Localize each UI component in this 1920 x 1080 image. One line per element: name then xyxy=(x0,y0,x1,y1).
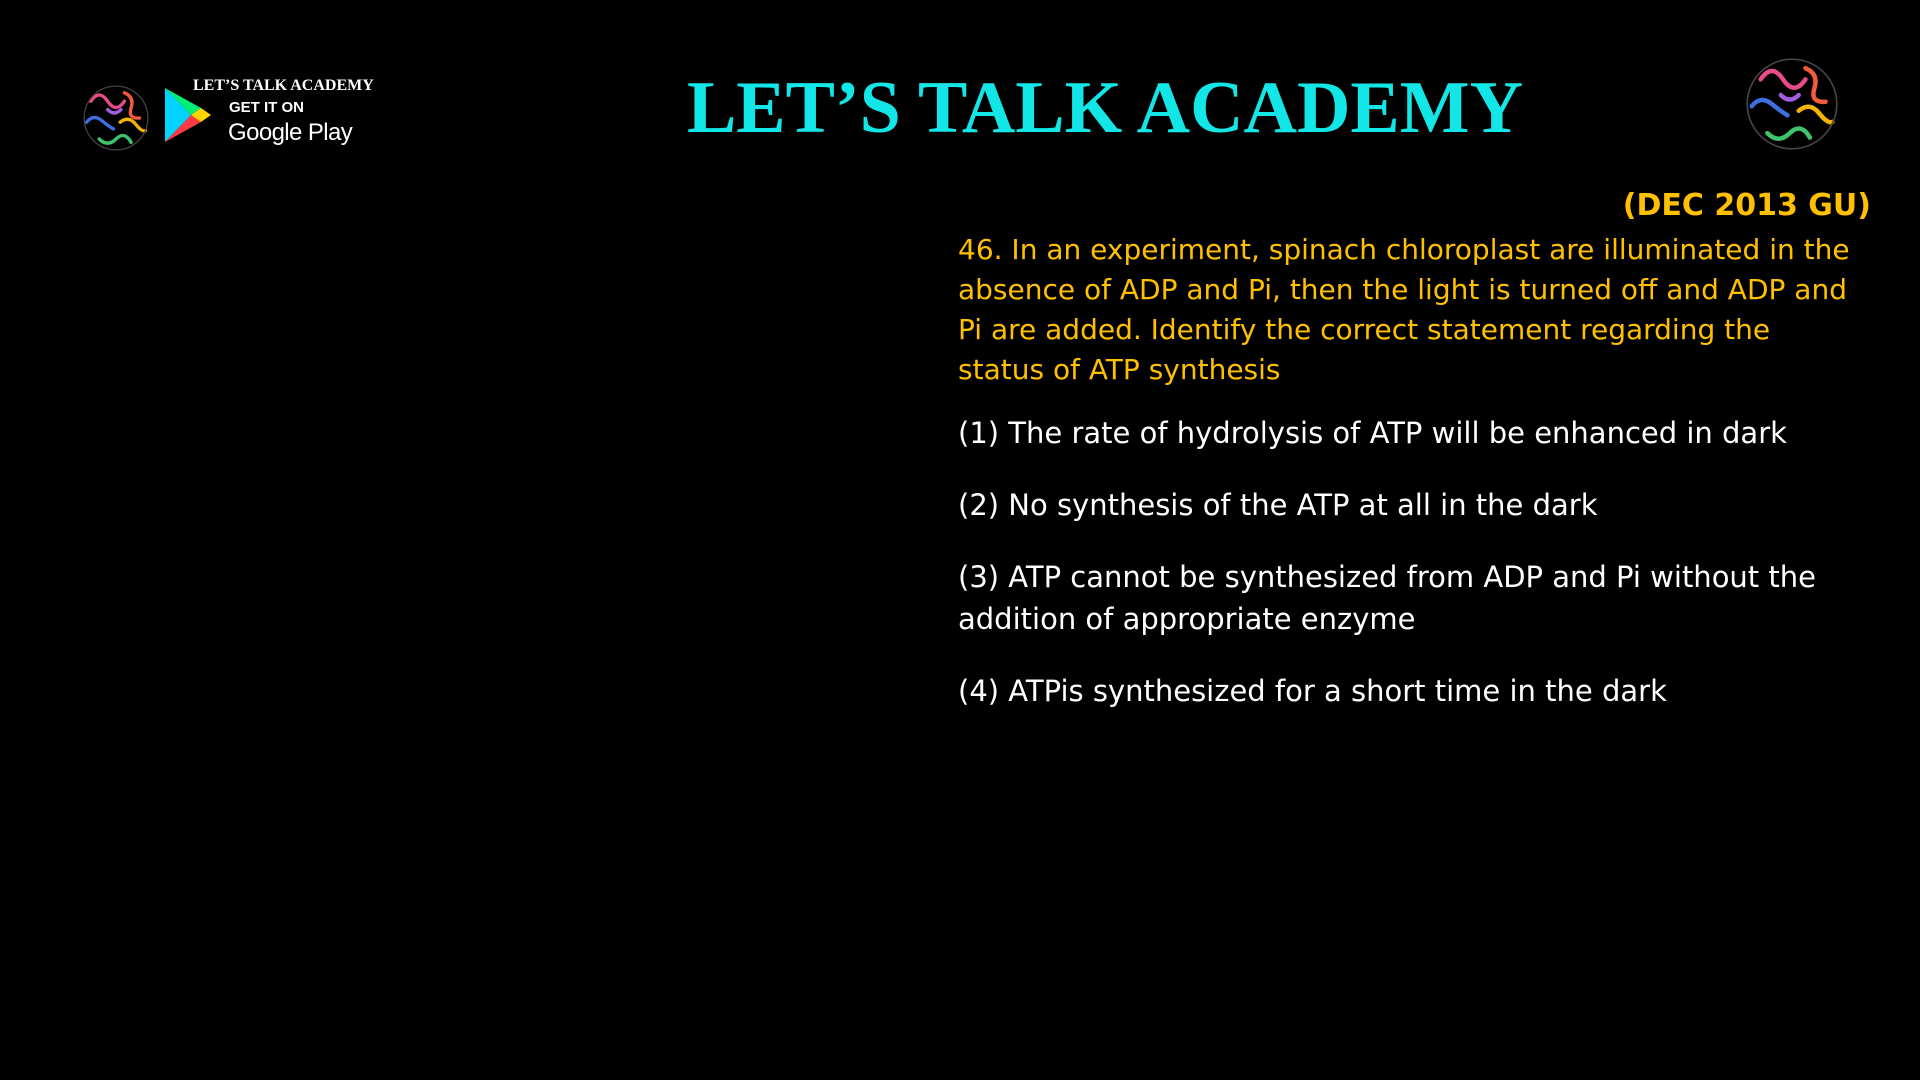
question-source-tag: (DEC 2013 GU) xyxy=(1622,188,1871,223)
answer-option-1[interactable]: (1) The rate of hydrolysis of ATP will be enhanced in dark xyxy=(958,416,1787,450)
badge-store-name[interactable]: Google Play xyxy=(228,119,353,146)
answer-option-4[interactable]: (4) ATPis synthesized for a short time in the dark xyxy=(958,674,1667,708)
academy-logo-icon xyxy=(1736,48,1848,160)
answer-option-3[interactable]: (3) ATP cannot be synthesized from ADP and Pi without the addition of appropriate enzyme xyxy=(958,560,1816,636)
question-text: 46. In an experiment, spinach chloroplast are illuminated in the absence of ADP and Pi, then the light is turned off and ADP and Pi are added. Identify the correct statement regarding the status of ATP synthesis xyxy=(958,233,1850,386)
page-title: LET’S TALK ACADEMY xyxy=(686,67,1524,149)
badge-get-it-on[interactable]: GET IT ON xyxy=(229,99,304,116)
badge-brand-name: LET’S TALK ACADEMY xyxy=(193,77,374,94)
answer-option-2[interactable]: (2) No synthesis of the ATP at all in the dark xyxy=(958,488,1598,522)
